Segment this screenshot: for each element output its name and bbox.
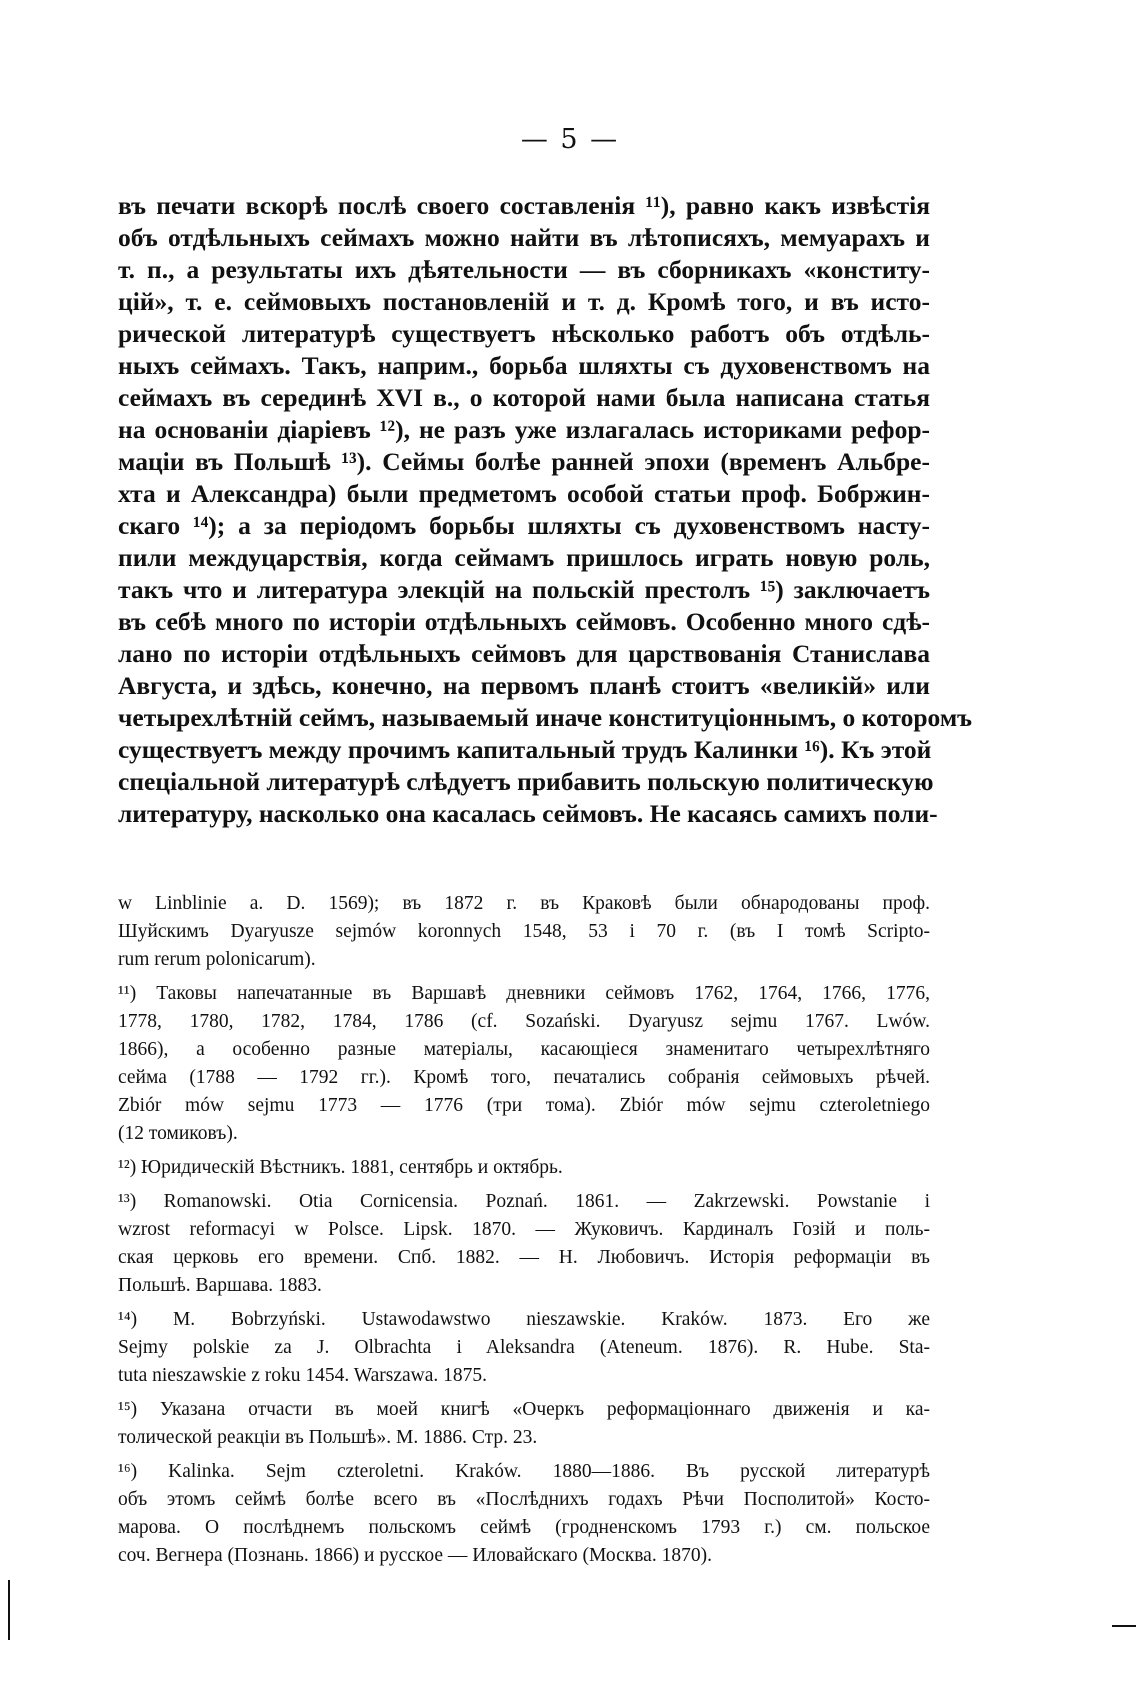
footnote bbox=[118, 980, 930, 1148]
footnote-line: объ этомъ сеймѣ болѣе всего въ «Послѣднихъ годахъ Рѣчи Посполитой» Косто- bbox=[118, 1489, 930, 1510]
footnote-line: сейма (1788 — 1792 гг.). Кромѣ того, печатались собранія сеймовыхъ рѣчей. bbox=[118, 1067, 930, 1088]
footnote bbox=[118, 1458, 930, 1570]
footnote-line: 1866), а особенно разные матеріалы, касающіеся знаменитаго четырехлѣтняго bbox=[118, 1039, 930, 1060]
main-text-line: литературу, насколько она касалась сеймовъ. Не касаясь самихъ поли- bbox=[118, 799, 938, 828]
page-number: — 5 — bbox=[520, 124, 620, 155]
footnote-line: Польшѣ. Варшава. 1883. bbox=[118, 1275, 322, 1296]
footnote-line: ¹²) Юридическій Вѣстникъ. 1881, сентябрь и октябрь. bbox=[118, 1157, 563, 1178]
main-text-line: существуетъ между прочимъ капитальный трудъ Калинки ¹⁶). Къ этой bbox=[118, 735, 932, 764]
footnote bbox=[118, 1396, 930, 1452]
main-text-line: лано по исторіи отдѣльныхъ сеймовъ для царствованія Станислава bbox=[118, 639, 930, 668]
main-text-line: цій», т. е. сеймовыхъ постановленій и т. д. Кромѣ того, и въ исто- bbox=[118, 287, 930, 316]
footnote-line: ¹³) Romanowski. Otia Cornicensia. Poznań. 1861. — Zakrzewski. Powstanie i bbox=[118, 1191, 930, 1212]
footnote-line: wzrost reformacyi w Polsce. Lipsk. 1870. — Жуковичъ. Кардиналъ Гозій и поль- bbox=[118, 1219, 930, 1240]
main-text-line: пили междуцарствія, когда сеймамъ пришлось играть новую роль, bbox=[118, 543, 930, 572]
footnote-line: Zbiór mów sejmu 1773 — 1776 (три тома). Zbiór mów sejmu czteroletniego bbox=[118, 1095, 930, 1116]
footnote-line: rum rerum polonicarum). bbox=[118, 949, 316, 970]
main-text-line: скаго ¹⁴); а за періодомъ борьбы шляхты съ духовенствомъ насту- bbox=[118, 511, 930, 540]
footnote bbox=[118, 1154, 930, 1182]
footnotes-block bbox=[118, 890, 930, 1576]
footnote-line: 1778, 1780, 1782, 1784, 1786 (cf. Sozański. Dyaryusz sejmu 1767. Lwów. bbox=[118, 1011, 930, 1032]
margin-mark bbox=[1112, 1625, 1136, 1627]
main-text-line: сеймахъ въ серединѣ XVI в., о которой нами была написана статья bbox=[118, 383, 930, 412]
footnote bbox=[118, 1188, 930, 1300]
main-text-line: на основаніи діаріевъ ¹²), не разъ уже излагалась историками рефор- bbox=[118, 415, 930, 444]
footnote-line: марова. О послѣднемъ польскомъ сеймѣ (гродненскомъ 1793 г.) см. польское bbox=[118, 1517, 930, 1538]
footnote-line: ¹¹) Таковы напечатанные въ Варшавѣ дневники сеймовъ 1762, 1764, 1766, 1776, bbox=[118, 983, 930, 1004]
main-text-line: въ печати вскорѣ послѣ своего составленія ¹¹), равно какъ извѣстія bbox=[118, 191, 930, 220]
footnote-line: Sejmy polskie za J. Olbrachta i Aleksandra (Ateneum. 1876). R. Hube. Sta- bbox=[118, 1337, 930, 1358]
footnote-line: толической реакціи въ Польшѣ». М. 1886. Стр. 23. bbox=[118, 1427, 538, 1448]
footnote-line: (12 томиковъ). bbox=[118, 1123, 238, 1144]
footnote bbox=[118, 1306, 930, 1390]
main-text-line: ныхъ сеймахъ. Такъ, наприм., борьба шляхты съ духовенствомъ на bbox=[118, 351, 930, 380]
margin-mark bbox=[8, 1580, 10, 1640]
footnote-line: соч. Вегнера (Познань. 1866) и русское — Иловайскаго (Москва. 1870). bbox=[118, 1545, 712, 1566]
main-text-line: такъ что и литература элекцій на польскій престолъ ¹⁵) заключаетъ bbox=[118, 575, 930, 604]
main-text-line: объ отдѣльныхъ сеймахъ можно найти въ лѣтописяхъ, мемуарахъ и bbox=[118, 223, 930, 252]
footnote-line: Шуйскимъ Dyaryusze sejmów koronnych 1548, 53 i 70 г. (въ I томѣ Scripto- bbox=[118, 921, 930, 942]
footnote-line: ¹⁵) Указана отчасти въ моей книгѣ «Очеркъ реформаціоннаго движенія и ка- bbox=[118, 1399, 930, 1420]
main-text-line: т. п., а результаты ихъ дѣятельности — въ сборникахъ «конститу- bbox=[118, 255, 930, 284]
main-text-line: спеціальной литературѣ слѣдуетъ прибавить польскую политическую bbox=[118, 767, 934, 796]
main-text-line: четырехлѣтній сеймъ, называемый иначе конституціоннымъ, о которомъ bbox=[118, 703, 973, 732]
footnote-line: ¹⁶) Kalinka. Sejm czteroletni. Kraków. 1880—1886. Въ русской литературѣ bbox=[118, 1461, 930, 1482]
main-text-line: въ себѣ много по исторіи отдѣльныхъ сеймовъ. Особенно много сдѣ- bbox=[118, 607, 930, 636]
footnote bbox=[118, 890, 930, 974]
footnote-line: ская церковь его времени. Спб. 1882. — Н. Любовичъ. Исторія реформаціи въ bbox=[118, 1247, 930, 1268]
footnote-line: ¹⁴) М. Bobrzyński. Ustawodawstwo nieszawskie. Kraków. 1873. Его же bbox=[118, 1309, 930, 1330]
footnote-line: w Linblinie a. D. 1569); въ 1872 г. въ Краковѣ были обнародованы проф. bbox=[118, 893, 930, 914]
main-text-line: маціи въ Польшѣ ¹³). Сеймы болѣе ранней эпохи (временъ Альбре- bbox=[118, 447, 930, 476]
main-text-line: Августа, и здѣсь, конечно, на первомъ планѣ стоитъ «великій» или bbox=[118, 671, 930, 700]
main-text-block bbox=[118, 190, 973, 830]
footnote-line: tuta nieszawskie z roku 1454. Warszawa. 1875. bbox=[118, 1365, 488, 1386]
main-text-line: рической литературѣ существуетъ нѣсколько работъ объ отдѣль- bbox=[118, 319, 930, 348]
main-text-line: хта и Александра) были предметомъ особой статьи проф. Бобржин- bbox=[118, 479, 930, 508]
